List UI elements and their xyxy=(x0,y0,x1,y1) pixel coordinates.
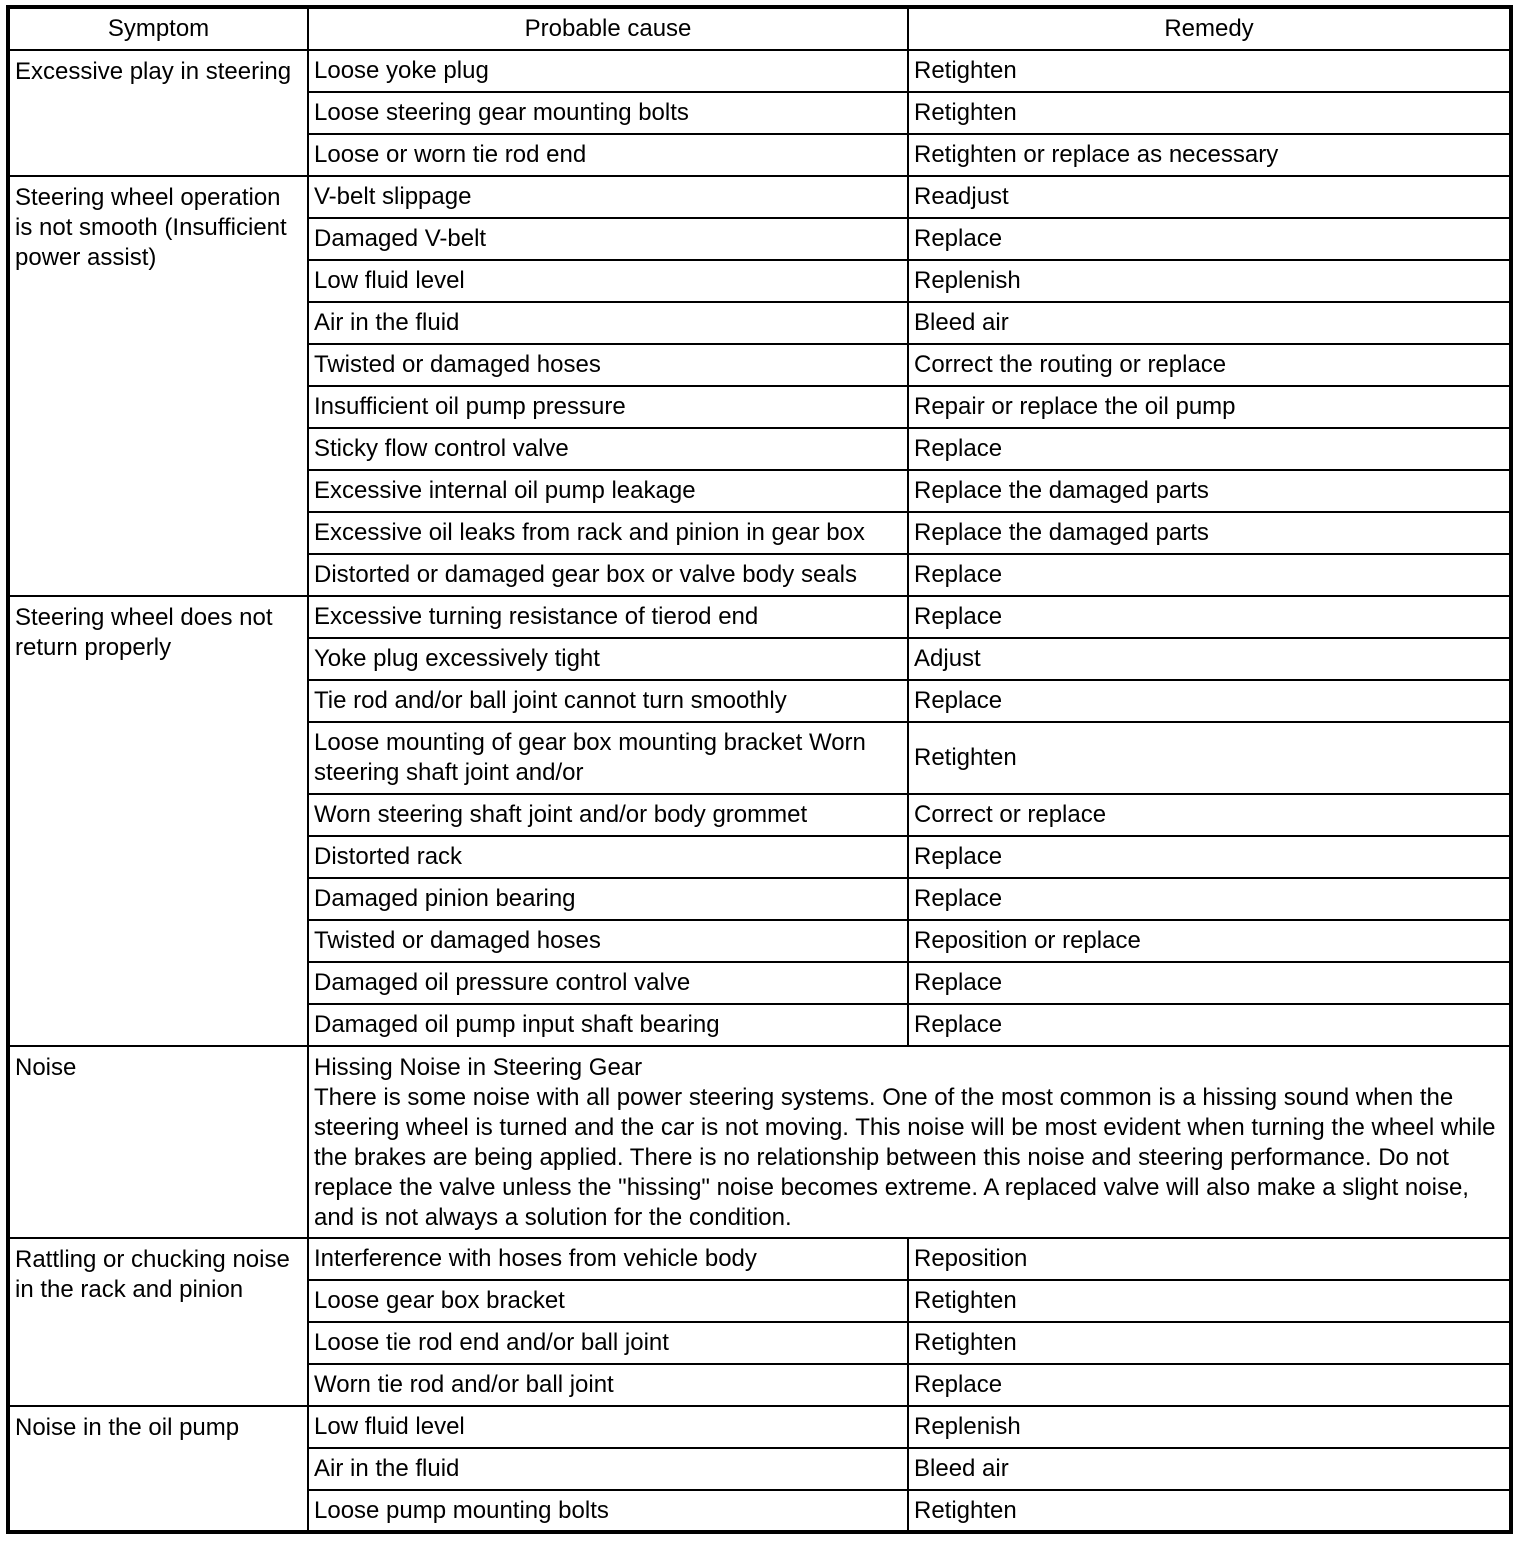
cause-cell: Yoke plug excessively tight xyxy=(308,638,908,680)
remedy-cell: Replace xyxy=(908,1364,1511,1406)
noise-note-title: Hissing Noise in Steering Gear xyxy=(314,1054,643,1081)
cause-cell: Excessive internal oil pump leakage xyxy=(308,470,908,512)
cause-cell: Tie rod and/or ball joint cannot turn smoothly xyxy=(308,680,908,722)
remedy-cell: Retighten xyxy=(908,1280,1511,1322)
remedy-cell: Replace xyxy=(908,596,1511,638)
cause-cell: Low fluid level xyxy=(308,260,908,302)
table-row xyxy=(8,1046,1511,1238)
remedy-cell: Bleed air xyxy=(908,1448,1511,1490)
remedy-cell: Reposition or replace xyxy=(908,920,1511,962)
remedy-cell: Retighten xyxy=(908,1322,1511,1364)
cause-cell: Damaged oil pump input shaft bearing xyxy=(308,1004,908,1046)
cause-cell: Excessive oil leaks from rack and pinion in gear box xyxy=(308,512,908,554)
cause-cell: Air in the fluid xyxy=(308,302,908,344)
remedy-cell: Replace xyxy=(908,680,1511,722)
remedy-cell: Repair or replace the oil pump xyxy=(908,386,1511,428)
remedy-cell: Replace xyxy=(908,836,1511,878)
header-probable-cause: Probable cause xyxy=(308,7,908,50)
remedy-cell: Correct or replace xyxy=(908,794,1511,836)
cause-cell: Low fluid level xyxy=(308,1406,908,1448)
remedy-cell: Bleed air xyxy=(908,302,1511,344)
cause-cell: Loose pump mounting bolts xyxy=(308,1490,908,1532)
remedy-cell: Reposition xyxy=(908,1238,1511,1280)
remedy-cell: Adjust xyxy=(908,638,1511,680)
cause-cell: Sticky flow control valve xyxy=(308,428,908,470)
symptom-cell: Noise xyxy=(8,1046,308,1238)
symptom-cell: Steering wheel operation is not smooth (Insufficient power assist) xyxy=(8,176,308,596)
remedy-cell: Replace the damaged parts xyxy=(908,512,1511,554)
symptom-cell: Noise in the oil pump xyxy=(8,1406,308,1532)
cause-cell: Distorted or damaged gear box or valve body seals xyxy=(308,554,908,596)
cause-cell: Twisted or damaged hoses xyxy=(308,344,908,386)
remedy-cell: Correct the routing or replace xyxy=(908,344,1511,386)
remedy-cell: Retighten xyxy=(908,50,1511,92)
cause-cell: Interference with hoses from vehicle body xyxy=(308,1238,908,1280)
cause-cell: Loose gear box bracket xyxy=(308,1280,908,1322)
header-symptom: Symptom xyxy=(8,7,308,50)
cause-cell: Worn tie rod and/or ball joint xyxy=(308,1364,908,1406)
symptom-cell: Excessive play in steering xyxy=(8,50,308,176)
troubleshooting-table-container xyxy=(6,5,1509,1534)
remedy-cell: Retighten xyxy=(908,92,1511,134)
noise-note-body: There is some noise with all power steering systems. One of the most common is a hissing sound when the steering wheel is turned and the car is not moving. This noise will be most evident when turning the wheel while the brakes are being applied. There is no relationship between this noise and steering performance. Do not replace the valve unless the "hissing" noise becomes extreme. A replaced valve will also make a slight noise, and is not always a solution for the condition. xyxy=(314,1084,1496,1231)
cause-cell: Distorted rack xyxy=(308,836,908,878)
remedy-cell: Replace xyxy=(908,1004,1511,1046)
cause-cell: Damaged pinion bearing xyxy=(308,878,908,920)
noise-note-cell xyxy=(308,1046,1511,1238)
cause-cell: Damaged oil pressure control valve xyxy=(308,962,908,1004)
remedy-cell: Replace xyxy=(908,428,1511,470)
header-remedy: Remedy xyxy=(908,7,1511,50)
remedy-cell: Retighten xyxy=(908,1490,1511,1532)
cause-cell: Loose yoke plug xyxy=(308,50,908,92)
remedy-cell: Replace xyxy=(908,878,1511,920)
cause-cell: V-belt slippage xyxy=(308,176,908,218)
cause-cell: Twisted or damaged hoses xyxy=(308,920,908,962)
cause-cell: Loose mounting of gear box mounting bracket Worn steering shaft joint and/or xyxy=(308,722,908,794)
remedy-cell: Readjust xyxy=(908,176,1511,218)
cause-cell: Excessive turning resistance of tierod end xyxy=(308,596,908,638)
troubleshooting-table xyxy=(6,5,1513,1534)
remedy-cell: Replace xyxy=(908,962,1511,1004)
table-row xyxy=(8,1238,1511,1280)
cause-cell: Insufficient oil pump pressure xyxy=(308,386,908,428)
cause-cell: Air in the fluid xyxy=(308,1448,908,1490)
header-row xyxy=(8,7,1511,50)
remedy-cell: Retighten xyxy=(908,722,1511,794)
symptom-cell: Steering wheel does not return properly xyxy=(8,596,308,1046)
remedy-cell: Replenish xyxy=(908,1406,1511,1448)
cause-cell: Loose tie rod end and/or ball joint xyxy=(308,1322,908,1364)
cause-cell: Damaged V-belt xyxy=(308,218,908,260)
remedy-cell: Replace xyxy=(908,218,1511,260)
cause-cell: Worn steering shaft joint and/or body grommet xyxy=(308,794,908,836)
table-row xyxy=(8,176,1511,218)
cause-cell: Loose steering gear mounting bolts xyxy=(308,92,908,134)
table-row xyxy=(8,1406,1511,1448)
table-row xyxy=(8,50,1511,92)
remedy-cell: Replenish xyxy=(908,260,1511,302)
remedy-cell: Replace the damaged parts xyxy=(908,470,1511,512)
remedy-cell: Replace xyxy=(908,554,1511,596)
remedy-cell: Retighten or replace as necessary xyxy=(908,134,1511,176)
table-row xyxy=(8,596,1511,638)
cause-cell: Loose or worn tie rod end xyxy=(308,134,908,176)
symptom-cell: Rattling or chucking noise in the rack and pinion xyxy=(8,1238,308,1406)
